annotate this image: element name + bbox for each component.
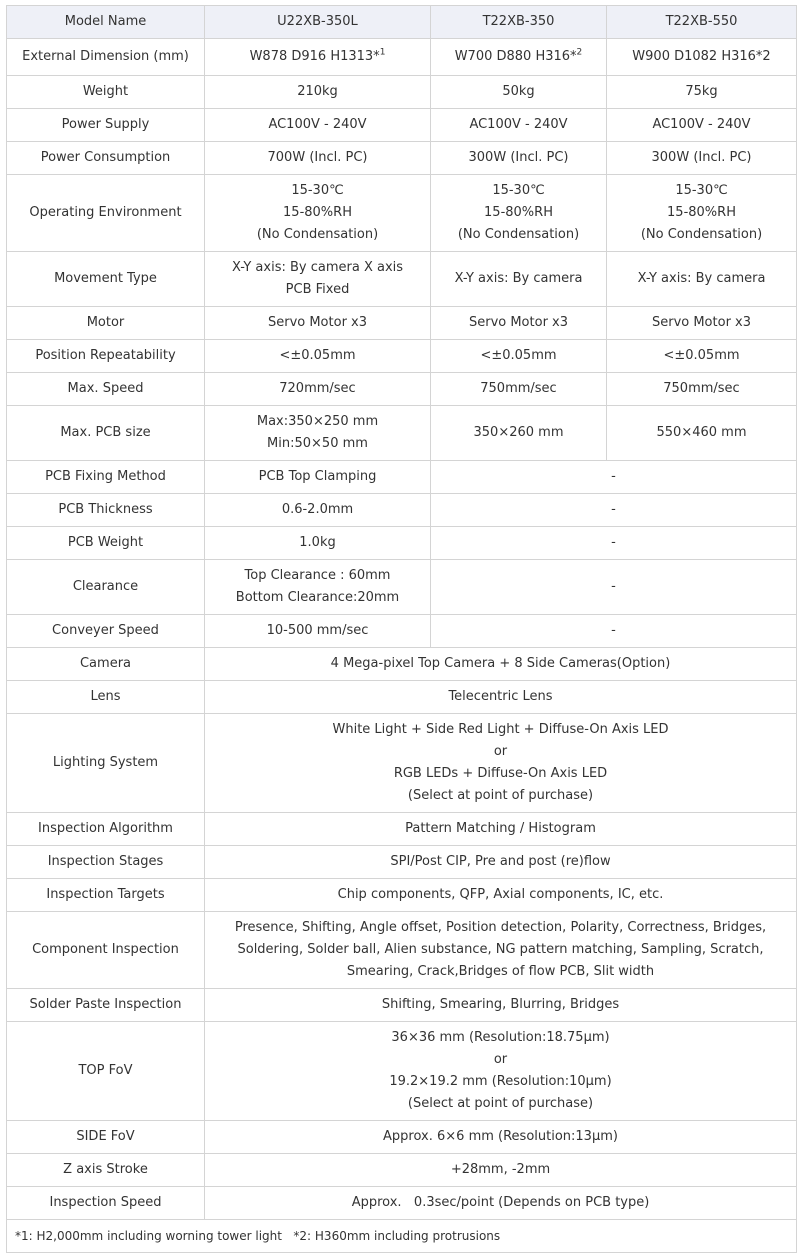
label-z-axis-stroke: Z axis Stroke	[7, 1154, 205, 1187]
env-temp: 15-30℃	[675, 183, 728, 198]
footnote: *1: H2,000mm including worning tower light *2: H360mm including protrusions	[7, 1220, 797, 1253]
top-fov-option-2: 19.2×19.2 mm (Resolution:10μm)	[389, 1074, 612, 1089]
label-max-pcb-size: Max. PCB size	[7, 406, 205, 461]
label-weight: Weight	[7, 76, 205, 109]
value-power-supply-3: AC100V - 240V	[607, 109, 797, 142]
value-fixing-1: PCB Top Clamping	[205, 461, 431, 494]
value-fixing-rest: -	[431, 461, 797, 494]
value-conveyer-1: 10-500 mm/sec	[205, 615, 431, 648]
value-ext-dim-t22xb-350	[431, 39, 607, 76]
row-lens	[7, 681, 797, 714]
value-thickness-1: 0.6-2.0mm	[205, 494, 431, 527]
value-max-speed-2: 750mm/sec	[431, 373, 607, 406]
value-lens: Telecentric Lens	[205, 681, 797, 714]
ext-dim-text: W878 D916 H1313*	[249, 49, 380, 64]
header-label: Model Name	[7, 6, 205, 39]
value-conveyer-rest: -	[431, 615, 797, 648]
env-humidity: 15-80%RH	[484, 205, 553, 220]
env-note: (No Condensation)	[256, 227, 379, 242]
value-power-supply-2: AC100V - 240V	[431, 109, 607, 142]
value-power-consumption-3: 300W (Incl. PC)	[607, 142, 797, 175]
model-u22xb-350l: U22XB-350L	[205, 6, 431, 39]
value-movement-2: X-Y axis: By camera	[431, 252, 607, 307]
row-power-supply	[7, 109, 797, 142]
label-conveyer-speed: Conveyer Speed	[7, 615, 205, 648]
value-operating-env-2	[431, 175, 607, 252]
value-repeatability-2: <±0.05mm	[431, 340, 607, 373]
row-inspection-speed	[7, 1187, 797, 1220]
row-component-inspection	[7, 912, 797, 989]
footnote-mark: 2	[576, 47, 583, 58]
row-lighting-system	[7, 714, 797, 813]
value-operating-env-1	[205, 175, 431, 252]
label-pcb-weight: PCB Weight	[7, 527, 205, 560]
label-pcb-thickness: PCB Thickness	[7, 494, 205, 527]
row-motor	[7, 307, 797, 340]
label-side-fov: SIDE FoV	[7, 1121, 205, 1154]
value-repeatability-1: <±0.05mm	[205, 340, 431, 373]
row-power-consumption	[7, 142, 797, 175]
component-line: Presence, Shifting, Angle offset, Position detection, Polarity, Correctness, Bridges,	[234, 920, 767, 935]
model-t22xb-350: T22XB-350	[431, 6, 607, 39]
row-footnote	[7, 1220, 797, 1253]
row-pcb-fixing-method	[7, 461, 797, 494]
row-pcb-weight	[7, 527, 797, 560]
value-movement-1	[205, 252, 431, 307]
row-inspection-algorithm	[7, 813, 797, 846]
value-pcb-size-3: 550×460 mm	[607, 406, 797, 461]
top-fov-option-1: 36×36 mm (Resolution:18.75μm)	[391, 1030, 610, 1045]
top-fov-note: (Select at point of purchase)	[407, 1096, 594, 1111]
movement-line: PCB Fixed	[285, 282, 350, 297]
row-pcb-thickness	[7, 494, 797, 527]
label-power-supply: Power Supply	[7, 109, 205, 142]
value-weight-1: 210kg	[205, 76, 431, 109]
movement-line: X-Y axis: By camera X axis	[231, 260, 404, 275]
value-pcb-size-2: 350×260 mm	[431, 406, 607, 461]
label-motor: Motor	[7, 307, 205, 340]
value-component	[205, 912, 797, 989]
label-lighting-system: Lighting System	[7, 714, 205, 813]
value-algorithm: Pattern Matching / Histogram	[205, 813, 797, 846]
value-motor-2: Servo Motor x3	[431, 307, 607, 340]
label-top-fov: TOP FoV	[7, 1022, 205, 1121]
row-max-speed	[7, 373, 797, 406]
value-motor-1: Servo Motor x3	[205, 307, 431, 340]
env-temp: 15-30℃	[291, 183, 344, 198]
value-max-speed-1: 720mm/sec	[205, 373, 431, 406]
value-power-supply-1: AC100V - 240V	[205, 109, 431, 142]
value-motor-3: Servo Motor x3	[607, 307, 797, 340]
row-position-repeatability	[7, 340, 797, 373]
value-weight-2: 50kg	[431, 76, 607, 109]
pcb-size-min: Min:50×50 mm	[267, 436, 368, 451]
value-solder-paste: Shifting, Smearing, Blurring, Bridges	[205, 989, 797, 1022]
row-inspection-stages	[7, 846, 797, 879]
label-component-inspection: Component Inspection	[7, 912, 205, 989]
value-z-axis-stroke: +28mm, -2mm	[205, 1154, 797, 1187]
row-top-fov	[7, 1022, 797, 1121]
value-camera: 4 Mega-pixel Top Camera + 8 Side Cameras(Option)	[205, 648, 797, 681]
pcb-size-max: Max:350×250 mm	[256, 414, 379, 429]
label-inspection-stages: Inspection Stages	[7, 846, 205, 879]
row-z-axis-stroke	[7, 1154, 797, 1187]
label-movement-type: Movement Type	[7, 252, 205, 307]
env-note: (No Condensation)	[640, 227, 763, 242]
model-t22xb-550: T22XB-550	[607, 6, 797, 39]
value-clearance-rest: -	[431, 560, 797, 615]
component-line: Smearing, Crack,Bridges of flow PCB, Slit width	[346, 964, 655, 979]
footnote-mark: 1	[379, 47, 386, 58]
value-lighting	[205, 714, 797, 813]
spec-table	[6, 5, 797, 1253]
value-thickness-rest: -	[431, 494, 797, 527]
header-row	[7, 6, 797, 39]
env-humidity: 15-80%RH	[667, 205, 736, 220]
row-side-fov	[7, 1121, 797, 1154]
row-camera	[7, 648, 797, 681]
row-solder-paste-inspection	[7, 989, 797, 1022]
lighting-or: or	[493, 744, 508, 759]
value-power-consumption-2: 300W (Incl. PC)	[431, 142, 607, 175]
row-max-pcb-size	[7, 406, 797, 461]
label-position-repeatability: Position Repeatability	[7, 340, 205, 373]
label-inspection-algorithm: Inspection Algorithm	[7, 813, 205, 846]
value-weight-3: 75kg	[607, 76, 797, 109]
env-note: (No Condensation)	[457, 227, 580, 242]
label-solder-paste-inspection: Solder Paste Inspection	[7, 989, 205, 1022]
env-humidity: 15-80%RH	[283, 205, 352, 220]
label-inspection-speed: Inspection Speed	[7, 1187, 205, 1220]
value-inspection-speed: Approx. 0.3sec/point (Depends on PCB type)	[205, 1187, 797, 1220]
ext-dim-text: W700 D880 H316*	[454, 49, 577, 64]
value-movement-3: X-Y axis: By camera	[607, 252, 797, 307]
lighting-note: (Select at point of purchase)	[407, 788, 594, 803]
label-clearance: Clearance	[7, 560, 205, 615]
value-pcb-weight-1: 1.0kg	[205, 527, 431, 560]
label-lens: Lens	[7, 681, 205, 714]
row-movement-type	[7, 252, 797, 307]
label-inspection-targets: Inspection Targets	[7, 879, 205, 912]
value-ext-dim-t22xb-550: W900 D1082 H316*2	[607, 39, 797, 76]
value-stages: SPI/Post CIP, Pre and post (re)flow	[205, 846, 797, 879]
value-top-fov	[205, 1022, 797, 1121]
label-pcb-fixing-method: PCB Fixing Method	[7, 461, 205, 494]
value-ext-dim-u22xb-350l	[205, 39, 431, 76]
row-operating-environment	[7, 175, 797, 252]
label-external-dimension: External Dimension (mm)	[7, 39, 205, 76]
label-operating-environment: Operating Environment	[7, 175, 205, 252]
row-external-dimension	[7, 39, 797, 76]
top-fov-or: or	[493, 1052, 508, 1067]
label-camera: Camera	[7, 648, 205, 681]
component-line: Soldering, Solder ball, Alien substance, NG pattern matching, Sampling, Scratch,	[237, 942, 764, 957]
env-temp: 15-30℃	[492, 183, 545, 198]
lighting-option-1: White Light + Side Red Light + Diffuse-On Axis LED	[332, 722, 669, 737]
value-side-fov: Approx. 6×6 mm (Resolution:13μm)	[205, 1121, 797, 1154]
value-pcb-weight-rest: -	[431, 527, 797, 560]
value-power-consumption-1: 700W (Incl. PC)	[205, 142, 431, 175]
row-weight	[7, 76, 797, 109]
row-inspection-targets	[7, 879, 797, 912]
value-repeatability-3: <±0.05mm	[607, 340, 797, 373]
label-power-consumption: Power Consumption	[7, 142, 205, 175]
row-conveyer-speed	[7, 615, 797, 648]
value-pcb-size-1	[205, 406, 431, 461]
clearance-top: Top Clearance : 60mm	[244, 568, 391, 583]
value-max-speed-3: 750mm/sec	[607, 373, 797, 406]
lighting-option-2: RGB LEDs + Diffuse-On Axis LED	[393, 766, 608, 781]
value-operating-env-3	[607, 175, 797, 252]
clearance-bottom: Bottom Clearance:20mm	[235, 590, 400, 605]
value-clearance-1	[205, 560, 431, 615]
label-max-speed: Max. Speed	[7, 373, 205, 406]
row-clearance	[7, 560, 797, 615]
value-targets: Chip components, QFP, Axial components, IC, etc.	[205, 879, 797, 912]
